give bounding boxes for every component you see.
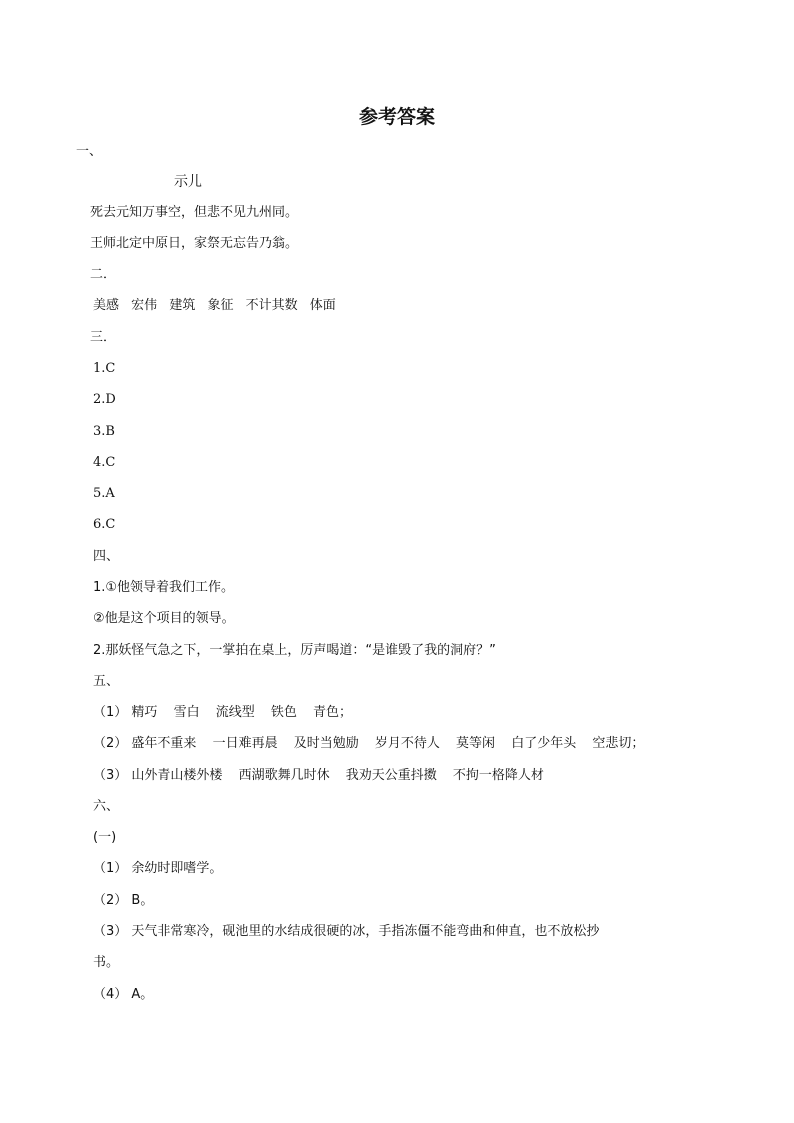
- word: 铁色: [270, 705, 297, 720]
- section-2-words: [93, 296, 336, 316]
- word: 不计其数: [245, 298, 298, 313]
- word: 不拘一格降人材: [452, 768, 544, 783]
- section-6-answer-3-line-1: （3） 天气非常寒冷，砚池里的水结成很硬的冰，手指冻僵不能弯曲和伸直，也不放松抄: [93, 924, 600, 939]
- answer-item: 3.B: [93, 424, 115, 439]
- section-5-item-2: [93, 734, 644, 754]
- answer-item: 4.C: [93, 455, 116, 470]
- word: 一日难再晨: [212, 736, 278, 751]
- poem-title: 示儿: [174, 174, 202, 190]
- answer-item: 6.C: [93, 517, 116, 532]
- word: 白了少年头: [511, 736, 577, 751]
- section-5-item-3: [93, 766, 544, 786]
- section-6-heading: 六、: [93, 799, 120, 814]
- word: 宏伟: [131, 298, 158, 313]
- word: 青色；: [313, 705, 353, 720]
- word: 空悲切；: [592, 736, 645, 751]
- section-4-q2: 2.那妖怪气急之下，一掌拍在桌上，厉声喝道：“是谁毁了我的洞府？”: [93, 643, 496, 658]
- word: 象征: [207, 298, 234, 313]
- section-6-answer-2: （2） B。: [93, 893, 154, 908]
- word: 莫等闲: [456, 736, 496, 751]
- poem-line-2: 王师北定中原日，家祭无忘告乃翁。: [90, 236, 299, 251]
- section-6-answer-3-line-2: 书。: [93, 955, 120, 970]
- section-5-heading: 五、: [93, 674, 120, 689]
- word: 我劝天公重抖擞: [345, 768, 437, 783]
- section-1-heading: 一、: [76, 144, 103, 159]
- section-6-subheading: (一): [93, 830, 117, 845]
- word: 西湖歌舞几时休: [238, 768, 330, 783]
- item-number: （2）: [93, 736, 128, 751]
- item-number: （3）: [93, 768, 128, 783]
- section-6-answer-1: （1） 余幼时即嗜学。: [93, 861, 223, 876]
- section-4-q1b: ②他是这个项目的领导。: [93, 611, 235, 626]
- page-title: 参考答案: [358, 106, 435, 128]
- section-6-answer-4: （4） A。: [93, 987, 154, 1002]
- answer-item: 5.A: [93, 486, 115, 501]
- section-4-q1a: 1.①他领导着我们工作。: [93, 580, 235, 595]
- word: 体面: [309, 298, 336, 313]
- word: 流线型: [215, 705, 255, 720]
- word: 建筑: [169, 298, 196, 313]
- section-3-heading: 三．: [90, 330, 117, 345]
- poem-line-1: 死去元知万事空，但悲不见九州同。: [90, 205, 299, 220]
- item-number: （1）: [93, 705, 128, 720]
- word: 岁月不待人: [374, 736, 440, 751]
- section-5-item-1: [93, 703, 352, 723]
- section-4-heading: 四、: [93, 549, 120, 564]
- answer-item: 2.D: [93, 392, 116, 407]
- word: 山外青山楼外楼: [131, 768, 223, 783]
- section-2-heading: 二．: [90, 267, 117, 282]
- answer-item: 1.C: [93, 361, 116, 376]
- word: 精巧: [131, 705, 158, 720]
- word: 盛年不重来: [131, 736, 197, 751]
- word: 美感: [93, 298, 120, 313]
- word: 雪白: [173, 705, 200, 720]
- word: 及时当勉励: [293, 736, 359, 751]
